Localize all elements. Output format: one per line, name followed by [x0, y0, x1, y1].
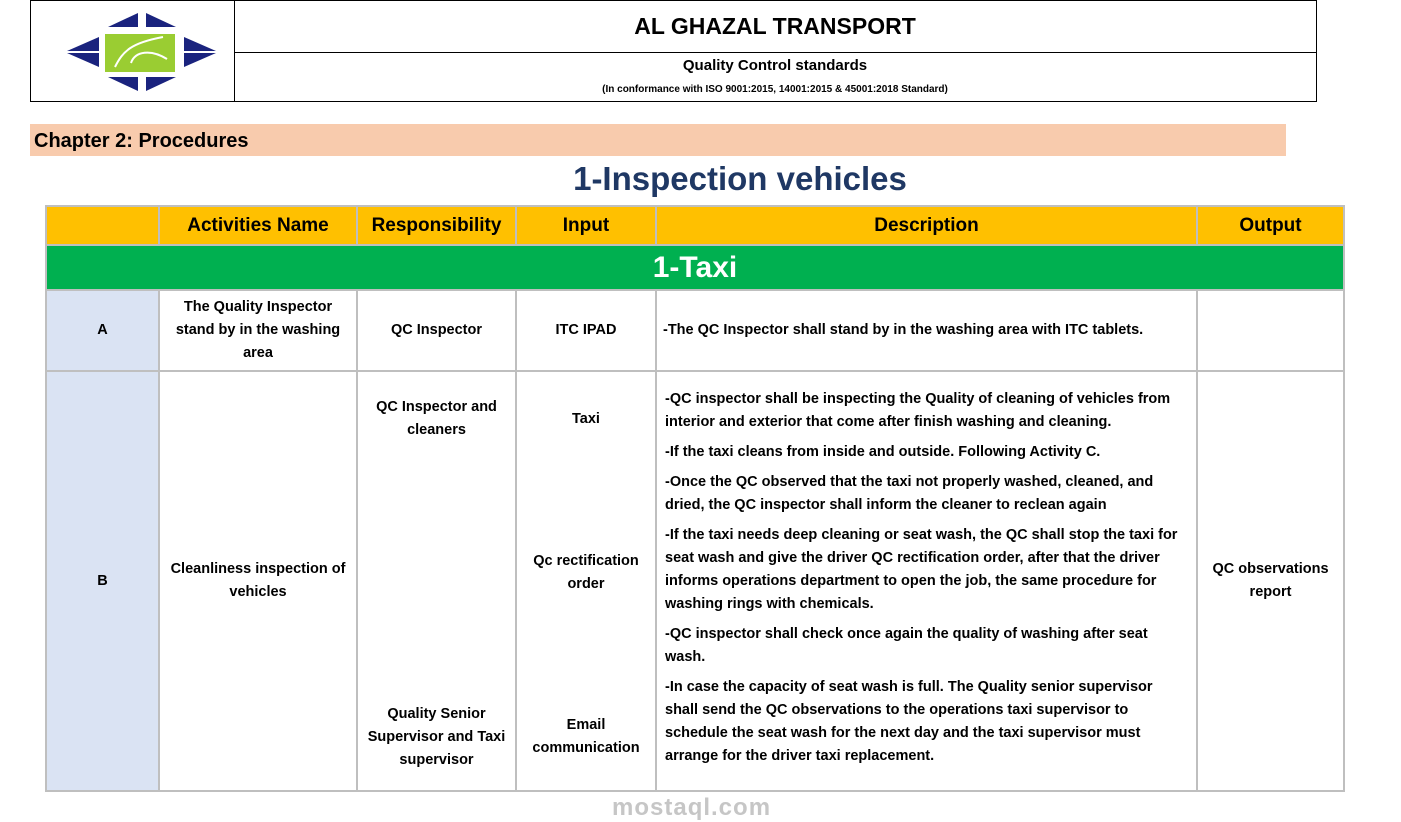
responsibility: QC Inspector — [357, 290, 516, 371]
description: -The QC Inspector shall stand by in the washing area with ITC tablets. — [656, 290, 1197, 371]
column-header: Description — [656, 206, 1197, 245]
table-row — [46, 371, 1344, 791]
table-row — [46, 290, 1344, 371]
conformance-note: (In conformance with ISO 9001:2015, 14001:2015 & 45001:2018 Standard) — [602, 83, 948, 95]
description-paragraph: -If the taxi cleans from inside and outside. Following Activity C. — [665, 443, 1101, 460]
input: Taxi — [572, 411, 600, 427]
description-list — [663, 378, 1190, 785]
description-paragraph: -If the taxi needs deep cleaning or seat wash, the QC shall stop the taxi for seat wash and give the driver QC rectification order, after that the driver informs operations department to open the job, the same procedure for washing rings with chemicals. — [665, 526, 1178, 612]
row-id: A — [46, 290, 159, 371]
content-flow — [45, 205, 1343, 822]
description-paragraph: -QC inspector shall be inspecting the Quality of cleaning of vehicles from interior and exterior that come after finish washing and cleaning. — [665, 390, 1171, 430]
responsibility: QC Inspector and cleaners — [376, 399, 497, 438]
watermark: mostaql.com — [612, 794, 772, 821]
activity-name: The Quality Inspector stand by in the washing area — [159, 290, 357, 371]
description-cell — [656, 371, 1197, 791]
description-paragraph: -QC inspector shall check once again the quality of washing after seat wash. — [665, 625, 1148, 665]
input: ITC IPAD — [516, 290, 656, 371]
description-paragraph: -Once the QC observed that the taxi not properly washed, cleaned, and dried, the QC inspector shall inform the cleaner to reclean again — [665, 473, 1154, 513]
input-cell — [516, 371, 656, 791]
activity-name: Cleanliness inspection of vehicles — [159, 371, 357, 791]
document-subtitle: Quality Control standards — [682, 56, 868, 74]
column-header — [46, 206, 159, 245]
group-row — [46, 245, 1344, 290]
company-logo — [31, 1, 235, 101]
responsibility: Quality Senior Supervisor and Taxi supervisor — [367, 706, 506, 768]
table-header-row — [46, 206, 1344, 245]
responsibility-cell — [357, 371, 516, 791]
column-header: Input — [516, 206, 656, 245]
group-title: 1-Taxi — [46, 245, 1344, 290]
section-title: 1-Inspection vehicles — [573, 160, 907, 197]
column-header: Output — [1197, 206, 1344, 245]
input: Qc rectification order — [533, 552, 639, 592]
input-list — [523, 376, 649, 786]
description-paragraph: -In case the capacity of seat wash is full. The Quality senior supervisor shall send the QC observations to the operations taxi supervisor to schedule the seat wash for the next day and the taxi supervisor must arrange for the driver taxi replacement. — [665, 678, 1153, 764]
column-header: Activities Name — [159, 206, 357, 245]
input: Email communication — [532, 717, 640, 756]
row-id: B — [46, 371, 159, 791]
document-header — [30, 0, 1317, 102]
output — [1197, 290, 1344, 371]
procedure-table — [45, 205, 1345, 792]
company-name: AL GHAZAL TRANSPORT — [234, 1, 1316, 53]
output: QC observations report — [1197, 371, 1344, 791]
chapter-heading: Chapter 2: Procedures — [30, 124, 1286, 156]
column-header: Responsibility — [357, 206, 516, 245]
responsibility-list — [364, 376, 509, 786]
